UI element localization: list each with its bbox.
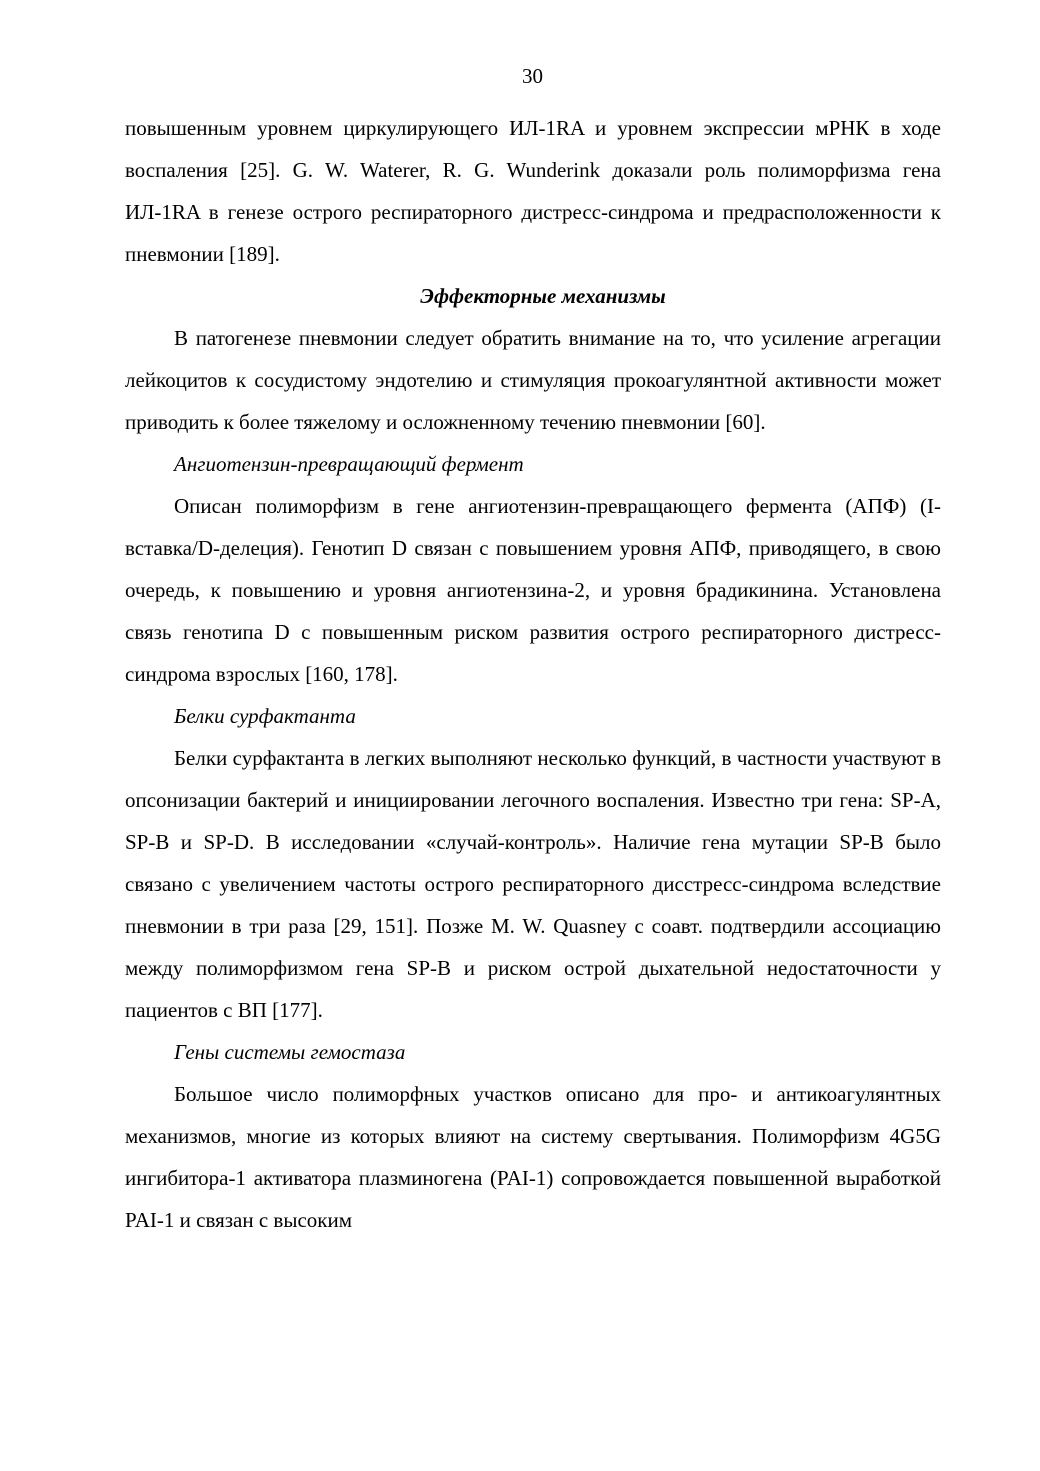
- subheading-ace: Ангиотензин-превращающий фермент: [174, 452, 524, 476]
- section-heading-effector-mechanisms: Эффекторные механизмы: [420, 284, 666, 308]
- subheading-hemostasis: Гены системы гемостаза: [174, 1040, 406, 1064]
- page-number: 30: [522, 64, 543, 88]
- paragraph-surfactant: Белки сурфактанта в легких выполняют несколько функций, в частности участвуют в опсонизации бактерий и инициировании легочного воспаления. Известно три гена: SP-A, SP-B и SP-D. В исследовании «случай-контроль». Наличие гена мутации SP-B было связано с увеличением частоты острого респираторного дисстресс-синдрома вследствие пневмонии в три раза [29, 151]. Позже M. W. Quasney с соавт. подтвердили ассоциацию между полиморфизмом гена SP-B и риском острой дыхательной недостаточности у пациентов с ВП [177].: [125, 746, 941, 1022]
- body-text: [125, 107, 941, 1241]
- paragraph-hemostasis: Большое число полиморфных участков описано для про- и антикоагулянтных механизмов, многие из которых влияют на систему свертывания. Полиморфизм 4G5G ингибитора-1 активатора плазминогена (PAI-1) сопровождается повышенной выработкой PAI-1 и связан с высоким: [125, 1082, 941, 1232]
- paragraph-ace: Описан полиморфизм в гене ангиотензин-превращающего фермента (АПФ) (I-вставка/D-делеция). Генотип D связан с повышением уровня АПФ, приводящего, в свою очередь, к повышению и уровня ангиотензина-2, и уровня брадикинина. Установлена связь генотипа D с повышенным риском развития острого респираторного дистресс-синдрома взрослых [160, 178].: [125, 494, 941, 686]
- subheading-surfactant: Белки сурфактанта: [174, 704, 356, 728]
- paragraph-il1ra: повышенным уровнем циркулирующего ИЛ-1RA и уровнем экспрессии мРНК в ходе воспаления [25]. G. W. Waterer, R. G. Wunderink доказали роль полиморфизма гена ИЛ-1RA в генезе острого респираторного дистресс-синдрома и предрасположенности к пневмонии [189].: [125, 116, 941, 266]
- paragraph-pathogenesis: В патогенезе пневмонии следует обратить внимание на то, что усиление агрегации лейкоцитов к сосудистому эндотелию и стимуляция прокоагулянтной активности может приводить к более тяжелому и осложненному течению пневмонии [60].: [125, 326, 941, 434]
